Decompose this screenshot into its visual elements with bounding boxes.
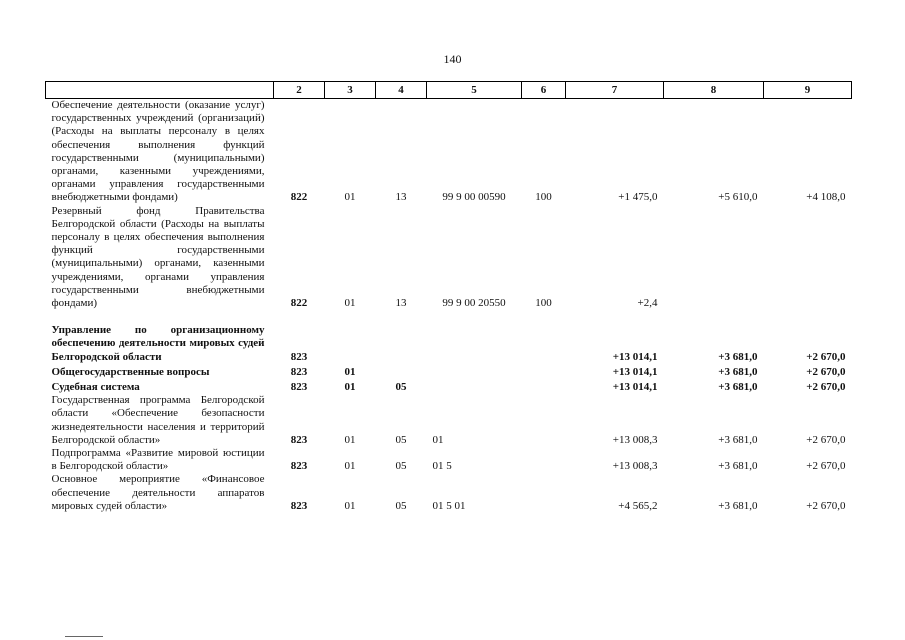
table-row — [46, 394, 852, 447]
table-row — [46, 364, 852, 379]
row-subsection-cell: 05 — [395, 381, 407, 394]
header-cell-6: 6 — [522, 82, 566, 99]
row-target-article-cell — [427, 379, 522, 394]
row-name-cell — [46, 99, 274, 205]
row-expense-type-cell — [522, 364, 566, 379]
row-target-article-cell: 99 9 00 20550 — [442, 297, 506, 310]
row-section-cell: 01 — [344, 499, 356, 512]
header-cell-3: 3 — [325, 82, 376, 99]
row-amount-col9: +2 670,0 — [806, 433, 846, 446]
row-target-article-cell — [427, 364, 522, 379]
row-code-cell: 823 — [290, 460, 308, 473]
row-subsection-cell: 05 — [395, 460, 407, 473]
row-expense-type-cell: 100 — [535, 297, 552, 310]
row-section-cell — [325, 310, 376, 364]
row-amount-col9: +2 670,0 — [806, 460, 846, 473]
row-name-text: Обеспечение деятельности (оказание услуг) государственных учреждений (организаций) (Расходы на выплаты персоналу в целях обеспечения выполнения функций государственными (муниципальными) органами, казенными учреждениями, органами управления государственными внебюджетными фондами) — [51, 99, 265, 204]
header-cell-2: 2 — [274, 82, 325, 99]
row-name-text: Подпрограмма «Развитие мировой юстиции в Белгородской области» — [51, 447, 265, 473]
table-row — [46, 447, 852, 473]
row-expense-type-cell — [522, 447, 566, 473]
row-amount-col7: +13 014,1 — [612, 381, 658, 394]
row-name-text: Резервный фонд Правительства Белгородской области (Расходы на выплаты персоналу в целях обеспечения выполнения функций государственными (муниципальными) органами, казенными учреждениями, органами управления государственными внебюджетными фондами) — [51, 204, 265, 310]
row-name-cell — [46, 447, 274, 473]
row-subsection-cell — [376, 364, 427, 379]
row-amount-col9 — [764, 205, 852, 311]
row-amount-col7: +13 008,3 — [612, 460, 658, 473]
row-name-cell — [46, 473, 274, 513]
row-name-cell — [46, 205, 274, 311]
row-amount-col9: +2 670,0 — [806, 381, 846, 394]
row-amount-col9: +2 670,0 — [806, 499, 846, 512]
row-amount-col7: +1 475,0 — [618, 191, 658, 204]
table-row — [46, 310, 852, 364]
row-subsection-cell: 13 — [395, 191, 407, 204]
row-amount-col8: +5 610,0 — [718, 191, 758, 204]
row-amount-col8: +3 681,0 — [718, 365, 758, 378]
row-name-text: Основное мероприятие «Финансовое обеспечение деятельности аппаратов мировых судей области» — [51, 473, 265, 512]
row-section-cell: 01 — [344, 460, 356, 473]
budget-table — [45, 81, 852, 513]
header-cell-5: 5 — [427, 82, 522, 99]
row-section-cell: 01 — [344, 191, 356, 204]
page-number: 140 — [443, 52, 462, 66]
row-amount-col8: +3 681,0 — [718, 381, 758, 394]
row-subsection-cell: 13 — [395, 297, 407, 310]
row-amount-col8: +3 681,0 — [718, 499, 758, 512]
row-name-cell — [46, 394, 274, 447]
table-row — [46, 99, 852, 205]
row-expense-type-cell: 100 — [535, 191, 552, 204]
row-target-article-cell: 01 5 01 — [432, 499, 466, 512]
header-cell-7: 7 — [566, 82, 664, 99]
row-target-article-cell: 01 — [432, 433, 444, 446]
row-amount-col9: +2 670,0 — [806, 365, 846, 378]
row-code-cell: 823 — [290, 350, 308, 363]
row-section-cell: 01 — [344, 433, 356, 446]
header-cell-4: 4 — [376, 82, 427, 99]
row-amount-col8 — [664, 205, 764, 311]
row-amount-col7: +13 014,1 — [612, 350, 658, 363]
header-cell-name — [46, 82, 274, 99]
row-amount-col8: +3 681,0 — [718, 433, 758, 446]
row-amount-col8: +3 681,0 — [718, 460, 758, 473]
row-code-cell: 823 — [290, 365, 308, 378]
table-row — [46, 205, 852, 311]
row-section-cell: 01 — [344, 381, 356, 394]
row-name-text: Судебная система — [51, 381, 140, 394]
header-cell-8: 8 — [664, 82, 764, 99]
row-amount-col7: +13 014,1 — [612, 365, 658, 378]
row-code-cell: 823 — [290, 499, 308, 512]
row-target-article-cell: 01 5 — [432, 460, 452, 473]
row-amount-col7: +4 565,2 — [618, 499, 658, 512]
row-subsection-cell: 05 — [395, 433, 407, 446]
row-name-cell — [46, 364, 274, 379]
row-target-article-cell — [427, 310, 522, 364]
row-subsection-cell: 05 — [395, 499, 407, 512]
row-subsection-cell — [376, 310, 427, 364]
row-name-text: Государственная программа Белгородской области «Обеспечение безопасности жизнедеятельности населения и территорий Белгородской области» — [51, 394, 265, 446]
row-code-cell: 822 — [290, 297, 308, 310]
row-amount-col7: +2,4 — [637, 297, 658, 310]
row-name-text: Общегосударственные вопросы — [51, 365, 210, 378]
row-expense-type-cell — [522, 394, 566, 447]
row-expense-type-cell — [522, 379, 566, 394]
row-name-text: Управление по организационному обеспечению деятельности мировых судей Белгородской области — [51, 324, 265, 363]
row-amount-col9: +4 108,0 — [806, 191, 846, 204]
row-amount-col9: +2 670,0 — [806, 350, 846, 363]
table-row — [46, 473, 852, 513]
table-header-row — [46, 82, 852, 99]
row-code-cell: 823 — [290, 433, 308, 446]
row-expense-type-cell — [522, 473, 566, 513]
row-amount-col8: +3 681,0 — [718, 350, 758, 363]
row-code-cell: 823 — [290, 381, 308, 394]
row-name-cell — [46, 379, 274, 394]
row-amount-col7: +13 008,3 — [612, 433, 658, 446]
scan-edge-mark — [65, 636, 103, 637]
row-target-article-cell: 99 9 00 00590 — [442, 191, 506, 204]
row-code-cell: 822 — [290, 191, 308, 204]
row-expense-type-cell — [522, 310, 566, 364]
row-section-cell: 01 — [344, 365, 356, 378]
header-cell-9: 9 — [764, 82, 852, 99]
table-row — [46, 379, 852, 394]
row-name-cell — [46, 310, 274, 364]
row-section-cell: 01 — [344, 297, 356, 310]
